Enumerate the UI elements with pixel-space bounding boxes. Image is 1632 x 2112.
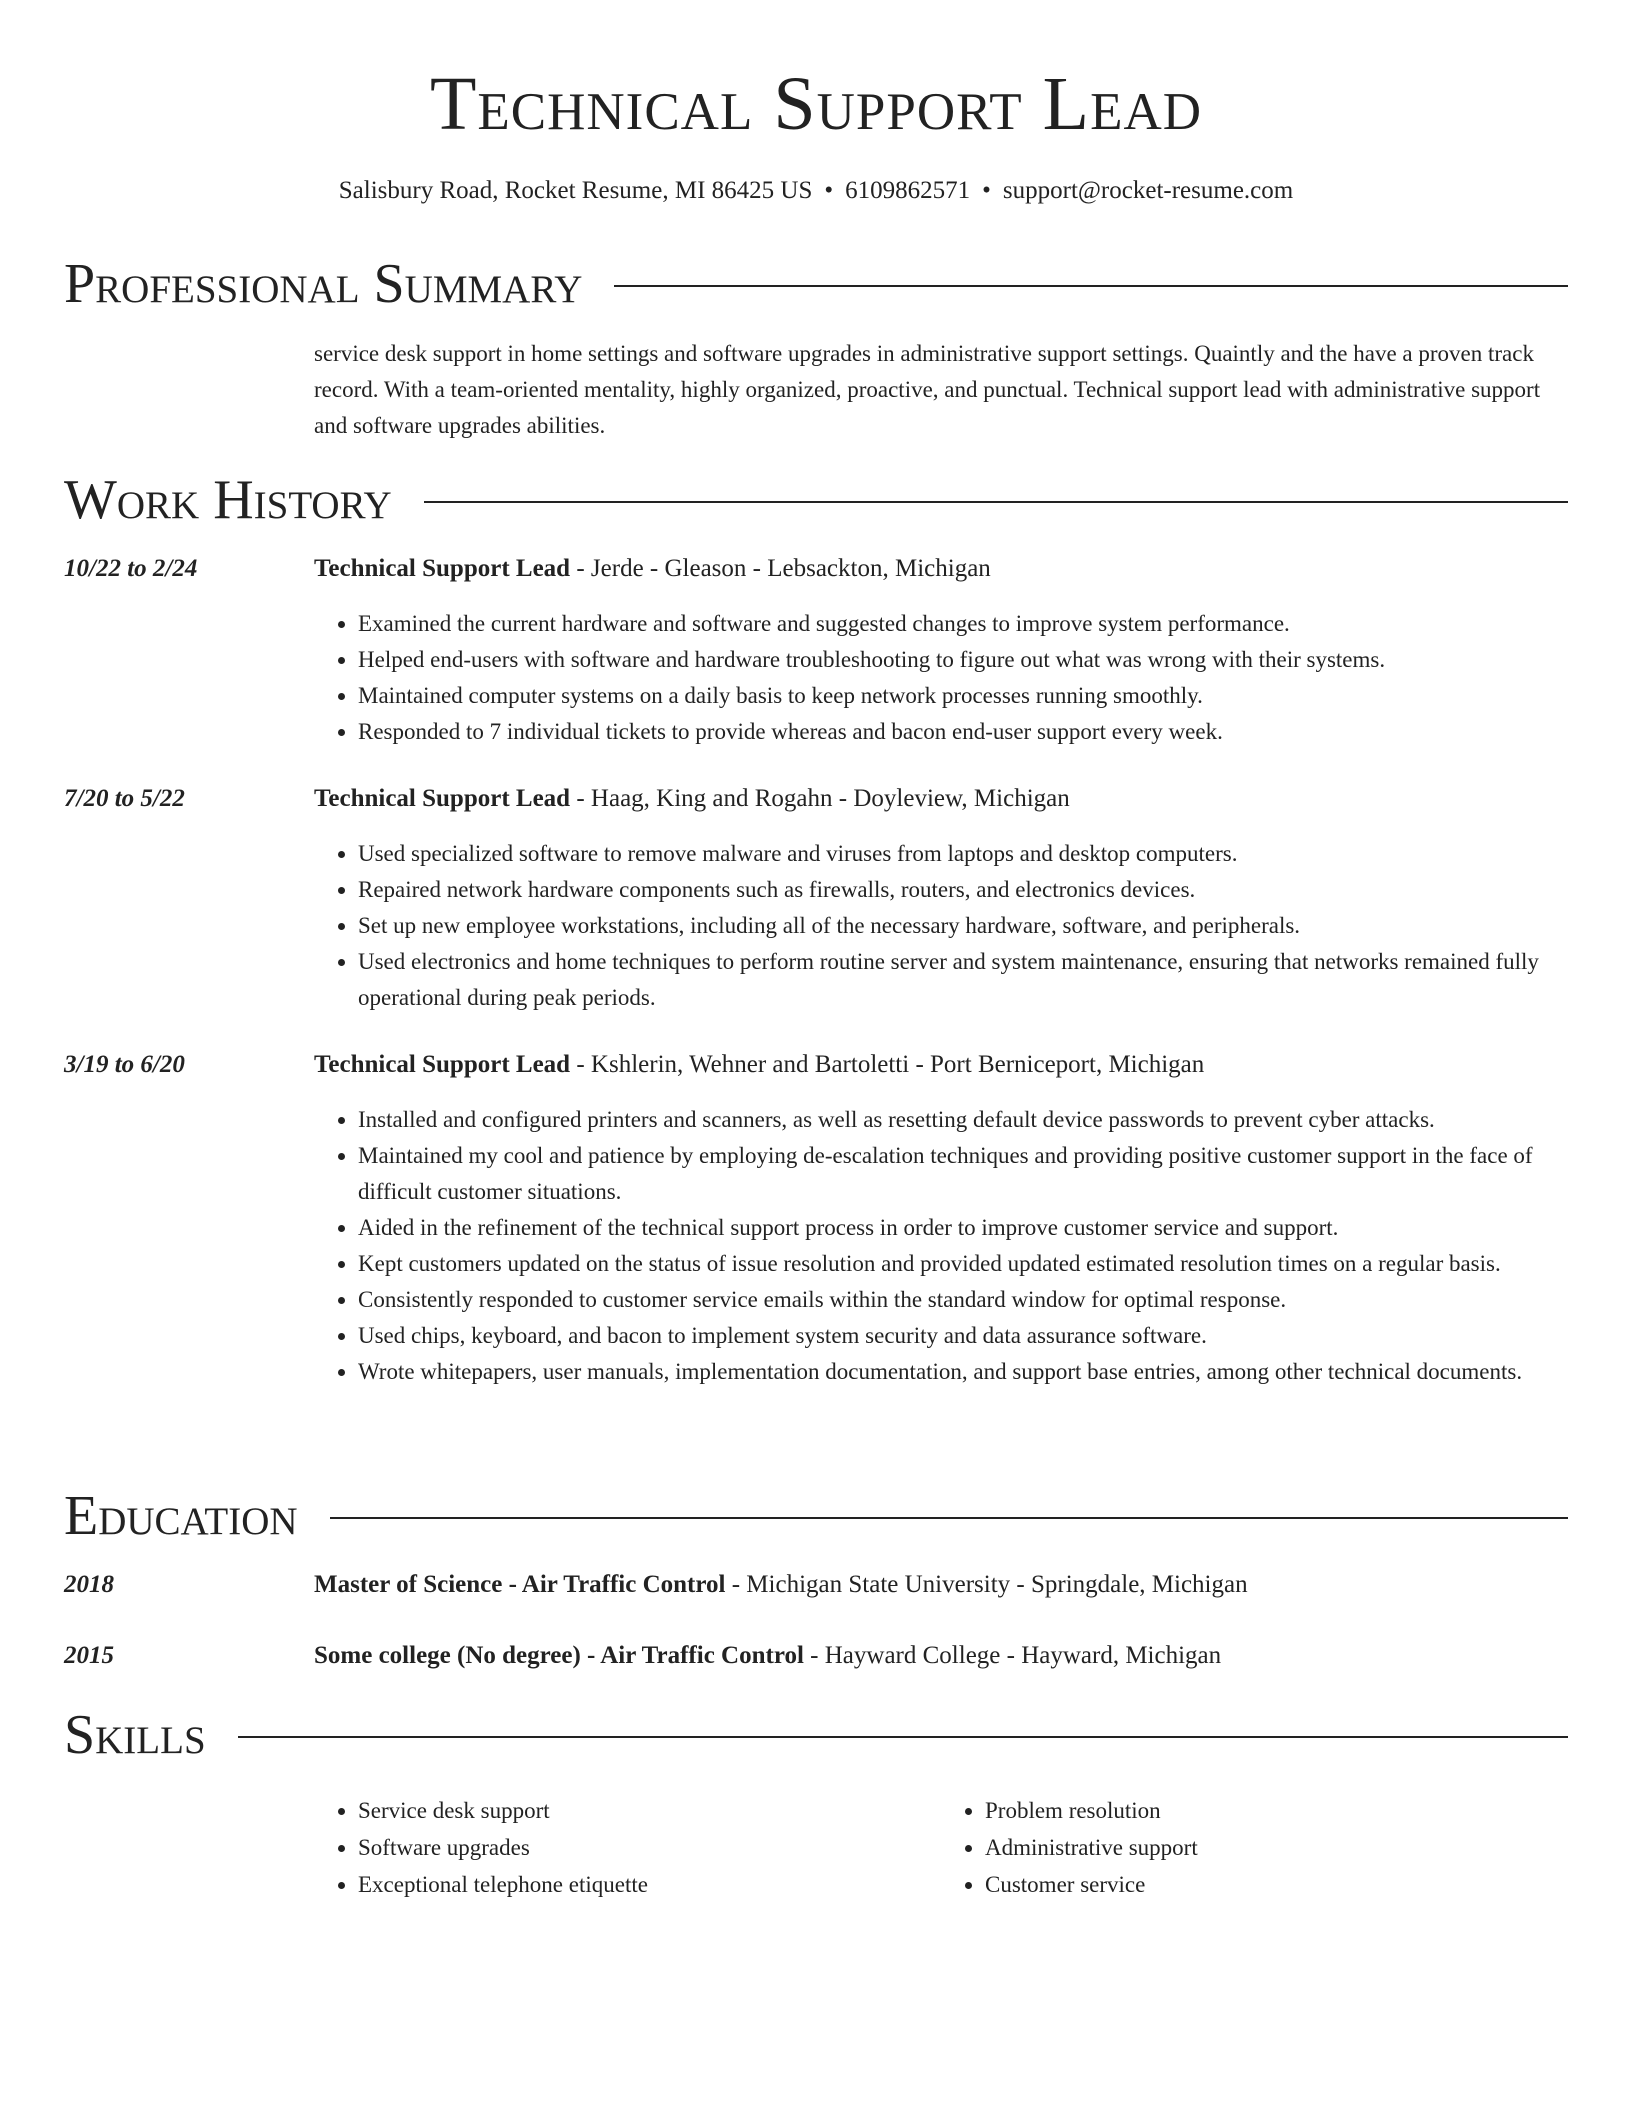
education-degree: Master of Science - Air Traffic Control	[314, 1571, 726, 1598]
job-bullet: • Wrote whitepapers, user manuals, implementation documentation, and support base entries, among other technical documents.	[358, 1354, 1568, 1390]
job-headline	[314, 782, 1568, 816]
contact-address: Salisbury Road, Rocket Resume, MI 86425 US	[338, 177, 813, 204]
skill-item: • Exceptional telephone etiquette	[358, 1866, 941, 1903]
job-bullet: • Used specialized software to remove malware and viruses from laptops and desktop computers.	[358, 836, 1568, 872]
work-section-header	[64, 468, 1568, 532]
job-bullets	[314, 836, 1568, 1016]
contact-separator: •	[824, 177, 834, 204]
section-divider	[238, 1736, 1568, 1738]
job-bullet: • Maintained my cool and patience by employing de-escalation techniques and providing positive customer support in the face of difficult customer situations.	[358, 1138, 1568, 1210]
skills-section-title: Skills	[64, 1704, 206, 1766]
skill-item: • Administrative support	[985, 1829, 1568, 1866]
skills-list	[314, 1792, 1568, 1903]
job-bullet: • Set up new employee workstations, including all of the necessary hardware, software, and peripherals.	[358, 908, 1568, 944]
job-bullet: • Helped end-users with software and hardware troubleshooting to figure out what was wrong with their systems.	[358, 642, 1568, 678]
skills-column-right	[941, 1792, 1568, 1903]
job-role: Technical Support Lead	[314, 1051, 571, 1078]
job-bullet: • Repaired network hardware components such as firewalls, routers, and electronics devices.	[358, 872, 1568, 908]
contact-phone: 6109862571	[845, 177, 971, 204]
resume-name: Technical Support Lead	[429, 62, 1202, 146]
work-section-title: Work History	[64, 469, 392, 531]
job-bullet: • Responded to 7 individual tickets to provide whereas and bacon end-user support every week.	[358, 714, 1568, 750]
job-headline	[314, 1048, 1568, 1082]
job-detail: - Jerde - Gleason - Lebsackton, Michigan	[570, 555, 991, 582]
job-bullet: • Examined the current hardware and software and suggested changes to improve system performance.	[358, 606, 1568, 642]
education-detail: - Michigan State University - Springdale, Michigan	[725, 1571, 1248, 1598]
job-bullet: • Aided in the refinement of the technical support process in order to improve customer service and support.	[358, 1210, 1568, 1246]
contact-separator: •	[982, 177, 991, 204]
job-bullet: • Used chips, keyboard, and bacon to implement system security and data assurance software.	[358, 1318, 1568, 1354]
job-dates: 10/22 to 2/24	[64, 555, 198, 582]
skill-item: • Customer service	[985, 1866, 1568, 1903]
skill-item: • Software upgrades	[358, 1829, 941, 1866]
job-bullet: • Installed and configured printers and scanners, as well as resetting default device passwords to prevent cyber attacks.	[358, 1102, 1568, 1138]
section-divider	[614, 285, 1568, 287]
education-detail: - Hayward College - Hayward, Michigan	[803, 1642, 1222, 1669]
contact-line	[0, 174, 1632, 208]
job-dates: 3/19 to 6/20	[64, 1051, 185, 1078]
job-detail: - Haag, King and Rogahn - Doyleview, Michigan	[570, 785, 1070, 812]
job-role: Technical Support Lead	[314, 785, 571, 812]
job-role: Technical Support Lead	[314, 555, 571, 582]
job-headline	[314, 552, 1568, 586]
skills-section-header	[64, 1703, 1568, 1767]
education-section-title: Education	[64, 1485, 298, 1547]
education-year: 2015	[64, 1642, 114, 1669]
summary-section-header	[64, 252, 1568, 316]
section-divider	[424, 501, 1568, 503]
education-headline	[314, 1639, 1568, 1673]
skill-item: • Service desk support	[358, 1792, 941, 1829]
skills-column-left	[314, 1792, 941, 1903]
job-detail: - Kshlerin, Wehner and Bartoletti - Port Berniceport, Michigan	[570, 1051, 1205, 1078]
job-bullets	[314, 606, 1568, 750]
education-section-header	[64, 1484, 1568, 1548]
summary-section-title: Professional Summary	[64, 253, 583, 315]
job-bullet: • Consistently responded to customer service emails within the standard window for optimal response.	[358, 1282, 1568, 1318]
skill-item: • Problem resolution	[985, 1792, 1568, 1829]
job-bullet: • Used electronics and home techniques to perform routine server and system maintenance, ensuring that networks remained fully operational during peak periods.	[358, 944, 1568, 1016]
education-year: 2018	[64, 1571, 114, 1598]
job-bullets	[314, 1102, 1568, 1390]
education-degree: Some college (No degree) - Air Traffic Control	[314, 1642, 804, 1669]
section-divider	[330, 1517, 1568, 1519]
job-bullet: • Kept customers updated on the status of issue resolution and provided updated estimated resolution times on a regular basis.	[358, 1246, 1568, 1282]
contact-email: support@rocket-resume.com	[1002, 177, 1294, 204]
job-bullet: • Maintained computer systems on a daily basis to keep network processes running smoothly.	[358, 678, 1568, 714]
summary-text: service desk support in home settings and software upgrades in administrative support settings. Quaintly and the have a proven track record. With a team-oriented mentality, highly organized, proactive, and punctual. Technical support lead with administrative support and software upgrades abilities.	[314, 341, 1541, 438]
job-dates: 7/20 to 5/22	[64, 785, 185, 812]
education-headline	[314, 1568, 1568, 1602]
